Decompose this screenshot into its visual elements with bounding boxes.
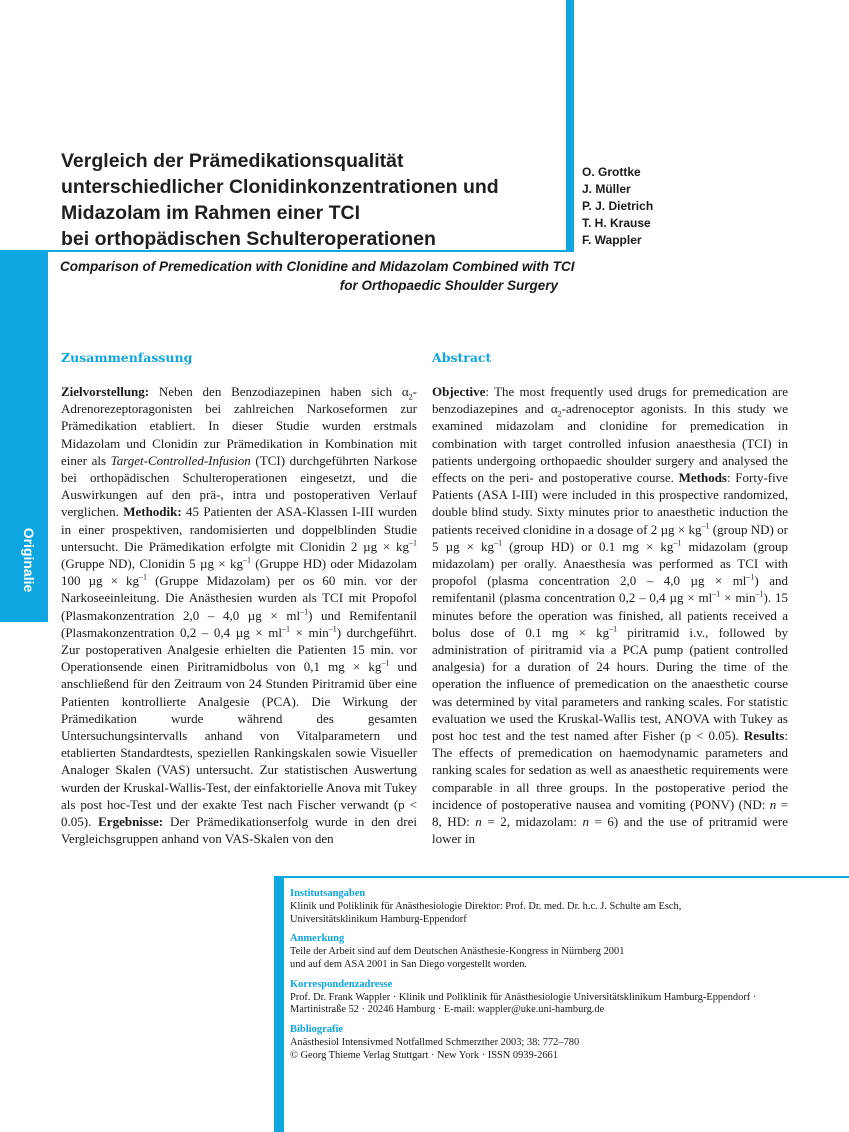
bold-label: Results (743, 728, 785, 744)
text-run: Der Prämedikationserfolg wurde in den drei Vergleichsgruppen anhand von VAS-Skalen von den (61, 814, 417, 847)
author: J. Müller (582, 182, 631, 196)
bold-label: Ergebnisse: (98, 814, 164, 830)
info-line: Klinik und Poliklinik für Anästhesiologie Direktor: Prof. Dr. med. Dr. h.c. J. Schulte am Esch, (290, 900, 682, 912)
zusammenfassung-heading: Zusammenfassung (61, 350, 193, 365)
text-run: × min (289, 624, 329, 640)
info-line: und auf dem ASA 2001 in San Diego vorgestellt worden. (290, 958, 528, 970)
info-heading: Bibliografie (290, 1024, 344, 1036)
italic-term: n (475, 814, 482, 830)
zusammenfassung-text (61, 383, 417, 847)
superscript: –1 (746, 572, 755, 582)
article-info-box (290, 888, 830, 1070)
superscript: –1 (328, 624, 337, 634)
superscript: –1 (300, 607, 309, 617)
title-line: bei orthopädischen Schulteroperationen (61, 228, 436, 250)
info-heading: Institutsangaben (290, 888, 366, 899)
text-run: (Gruppe HD) oder Midazolam 100 µg × kg (61, 556, 418, 589)
italic-term: Target-Controlled-Infusion (110, 452, 251, 468)
correspondence-info (290, 979, 830, 1017)
author-list (582, 164, 653, 249)
info-heading: Anmerkung (290, 933, 345, 945)
superscript: –1 (242, 555, 251, 565)
bold-label: Methods (678, 470, 727, 486)
title-line: Vergleich der Prämedikationsqualität (61, 150, 404, 172)
text-run: (group HD) or 0.1 mg × kg (502, 538, 674, 554)
superscript: –1 (755, 590, 764, 600)
author: O. Grottke (582, 165, 641, 179)
text-run: ). 15 minutes before the operation was finished, all patients received a bolus dose of 0.1 mg × kg (432, 590, 788, 640)
bibliography-info (290, 1024, 830, 1062)
side-tab (0, 252, 48, 861)
english-title (60, 257, 575, 295)
superscript: –1 (139, 572, 148, 582)
author: P. J. Dietrich (582, 199, 654, 213)
text-run: -adrenoceptor agonists. In this study we examined midazolam and clonidine for premedication in combination with target controlled infusion anaesthesia (TCI) in patients undergoing orthopaedic shoulder surgery and analysed the effects on the peri- and postoperative course. (432, 401, 789, 486)
header-divider-bar (566, 0, 574, 252)
info-line: Prof. Dr. Frank Wappler · Klinik und Poliklinik für Anästhesiologie Universitätsklinikum Hamburg-Eppendorf · (290, 991, 757, 1003)
title-line: Midazolam im Rahmen einer TCI (61, 202, 361, 224)
title-line: unterschiedlicher Clonidinkonzentrationen und (61, 176, 499, 198)
note-info (290, 933, 830, 971)
text-run: und anschließend für den Zeitraum von 24 Stunden Piritramid über eine Patienten kontrollierte Analgesie (PCA). Die Wirkung der Prämedikation wurde während des gesamten Untersuchungsintervalls anhand von Vitalparametern und etablierten Standardtests, speziellen Rankingskalen sowie Visueller Analoger Skalen (VAS) untersucht. Zur statistischen Auswertung wurden der Kruskal-Wallis-Test, der einfaktorielle Anova mit Tukey als post hoc-Test und der exakte Test nach Fischer verwandt (p < 0.05). (61, 659, 417, 830)
article-title (61, 148, 561, 252)
italic-term: n (769, 796, 777, 812)
superscript: –1 (381, 658, 390, 668)
info-line: Teile der Arbeit sind auf dem Deutschen Anästhesie-Kongress in Nürnberg 2001 (290, 946, 625, 958)
bold-label: Methodik: (123, 504, 182, 520)
author: T. H. Krause (582, 216, 651, 230)
info-line: © Georg Thieme Verlag Stuttgart · New York · ISSN 0939-2661 (290, 1049, 558, 1061)
institution-info (290, 888, 830, 926)
text-run: ) und Remifentanil (Plasmakonzentration 0,2 – 0,4 µg × ml (61, 607, 417, 640)
footer-top-rule (274, 876, 849, 878)
bold-label: Objective (432, 384, 486, 399)
text-run: (Gruppe ND), Clonidin 5 µg × kg (61, 556, 243, 572)
text-run: ) durchgeführt. Zur postoperativen Analgesie erhielten die Patienten 15 min. vor Operationsende einen Piritramidbolus von 0,1 mg × kg (61, 624, 418, 675)
text-run: Neben den Benzodiazepinen haben sich α (149, 384, 409, 399)
page-number: 772 (13, 846, 35, 861)
superscript: –1 (673, 538, 682, 548)
text-run: = 2, midazolam: (481, 814, 583, 830)
subtitle-line: for Orthopaedic Shoulder Surgery (339, 278, 558, 293)
footer-accent-bar (274, 876, 284, 1132)
italic-term: n (582, 814, 589, 830)
text-run: : The most frequently used drugs for premedication are benzodiazepines and α (432, 384, 788, 417)
subtitle-line: Comparison of Premedication with Clonidine and Midazolam Combined with TCI (60, 259, 575, 274)
superscript: –1 (701, 521, 710, 531)
text-run: (Gruppe Midazolam) per os 60 min. vor der Narkoseeinleitung. Die Anästhesien wurden als TCI mit Propofol (Plasmakonzentration 2,0 – 4,0 µg × ml (61, 573, 417, 623)
info-line: Anästhesiol Intensivmed Notfallmed Schmerzther 2003; 38: 772–780 (290, 1036, 580, 1048)
text-run: piritramid i.v., followed by administration of piritramid via a PCA pump (patient controlled analgesia) for a duration of 24 hours. During the time of the operation the influence of premedication on the anaesthetic course was determined by vital parameters and ranking scales. For statistic evaluation we used the Kruskal-Wallis test, ANOVA with Tukey as post hoc test and the test named after Fisher (p < 0.05). (432, 624, 788, 744)
author: F. Wappler (582, 233, 642, 247)
superscript: –1 (409, 538, 417, 548)
info-line: Martinistraße 52 · 20246 Hamburg · E-mail: wappler@uke.uni-hamburg.de (290, 1004, 605, 1016)
info-line: Universitätsklinikum Hamburg-Eppendorf (290, 913, 467, 925)
text-run: = 6) and the use of pritramid were lower in (432, 814, 789, 847)
abstract-heading: Abstract (432, 350, 492, 365)
superscript: –1 (712, 590, 721, 600)
text-run: midazolam (group midazolam) per orally. Anaesthesia was performed as TCI with propofol (plasma concentration 2,0 – 4,0 µg × ml (432, 538, 788, 589)
text-run: × min (720, 590, 756, 606)
bold-label: Zielvorstellung: (61, 384, 150, 399)
superscript: –1 (609, 624, 618, 634)
text-run: = 8, HD: (432, 796, 788, 830)
abstract-text (432, 383, 788, 847)
text-run: -Adrenorezeptoragonisten bei zahlreichen Narkoseformen zur Prämedikation etabliert. In dieser Studie wurden erstmals Midazolam und Clonidin zur Prämedikation in Kombination mit einer als (61, 384, 417, 468)
text-run: ) and remifentanil (plasma concentration 0,2 – 0,4 µg × ml (432, 573, 788, 606)
text-run: : The effects of premedication on haemodynamic parameters and ranking scales for sedation as well as anaesthetic requirements were comparable in all three groups. In the postoperative period the incidence of postoperative nausea and vomiting (PONV) (ND: (432, 728, 788, 812)
text-run: : Forty-five Patients (ASA I-III) were included in this prospective randomized, double blind study. Sixty minutes prior to anaesthetic induction the patients received clonidine in a dosage of 2 µg × kg (432, 470, 788, 537)
text-run: (TCI) durchgeführten Narkose bei orthopädischen Schulteroperationen eingesetzt, und die Auswirkungen auf den prä-, intra und postoperativen Verlauf verglichen. (61, 452, 417, 520)
superscript: –1 (281, 624, 290, 634)
subscript: 2 (557, 409, 562, 419)
info-heading: Korrespondenzadresse (290, 978, 393, 990)
text-run: 45 Patienten der ASA-Klassen I-III wurden in einer prospektiven, randomisierten und doppelblinden Studie untersucht. Die Prämedikation erfolgte mit Clonidin 2 µg × kg (61, 504, 417, 554)
text-run: (group ND) or 5 µg × kg (432, 521, 789, 554)
subscript: 2 (408, 392, 413, 402)
superscript: –1 (494, 538, 503, 548)
section-label: Originalie (21, 527, 37, 593)
